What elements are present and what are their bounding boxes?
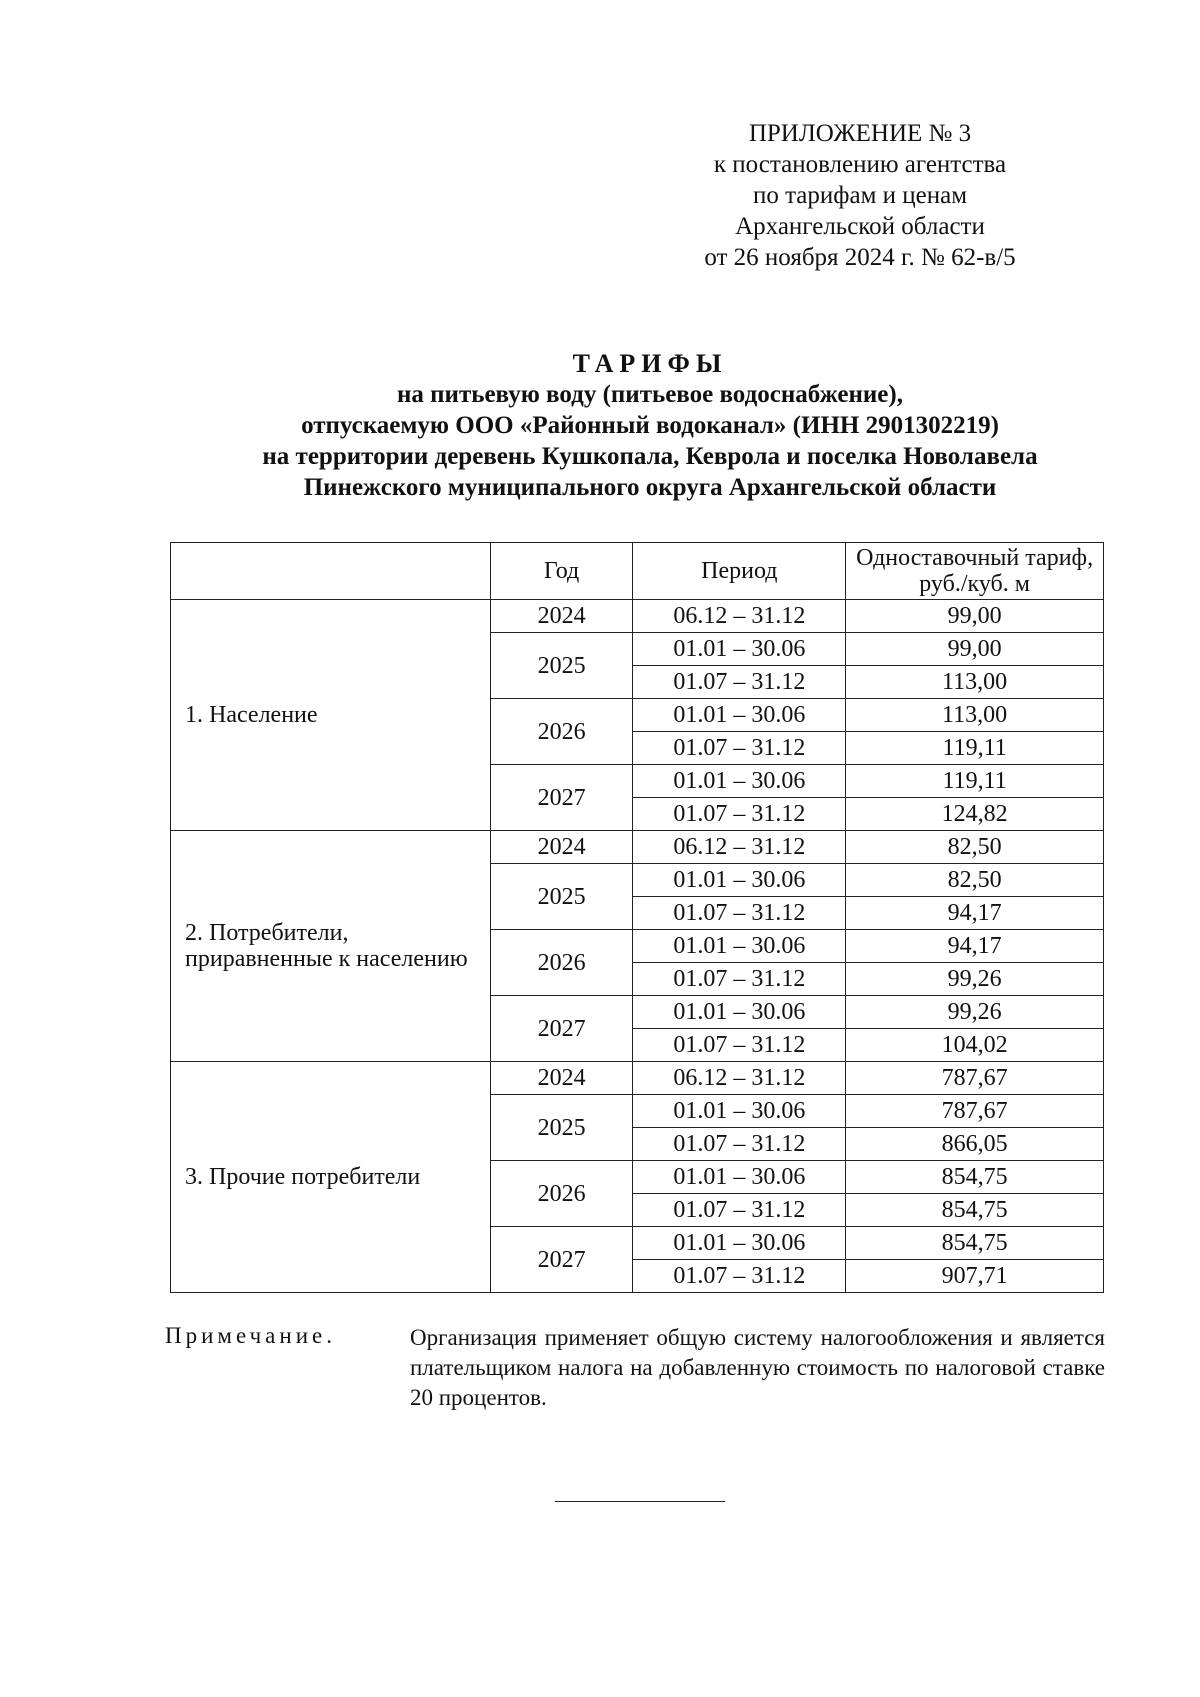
- table-row: [171, 1062, 1104, 1095]
- tariff-cell: 119,11: [846, 732, 1104, 765]
- group-label-line: 2. Потребители,: [185, 920, 349, 946]
- period-cell: 01.07 – 31.12: [633, 897, 846, 930]
- header-tariff-unit: руб./куб. м: [919, 571, 1030, 597]
- title-line: на питьевую воду (питьевое водоснабжение),: [397, 381, 903, 408]
- appendix-number: ПРИЛОЖЕНИЕ № 3: [748, 120, 972, 147]
- title-line: Пинежского муниципального округа Архангельской области: [303, 474, 997, 501]
- period-cell: 06.12 – 31.12: [633, 600, 846, 633]
- tariff-cell: 787,67: [846, 1062, 1104, 1095]
- tariff-cell: 82,50: [846, 831, 1104, 864]
- period-cell: 01.07 – 31.12: [633, 1260, 846, 1293]
- tariff-cell: 866,05: [846, 1128, 1104, 1161]
- table-header-row: [171, 543, 1104, 600]
- period-cell: 01.01 – 30.06: [633, 765, 846, 798]
- tariff-cell: 94,17: [846, 930, 1104, 963]
- period-cell: 06.12 – 31.12: [633, 1062, 846, 1095]
- year-cell: 2026: [490, 1161, 633, 1227]
- tariff-cell: 854,75: [846, 1194, 1104, 1227]
- year-cell: 2026: [490, 699, 633, 765]
- year-cell: 2027: [490, 765, 633, 831]
- header-year: Год: [490, 543, 633, 600]
- group-label: [171, 600, 491, 831]
- table-row: [171, 831, 1104, 864]
- appendix-header: [640, 118, 1080, 273]
- period-cell: 01.01 – 30.06: [633, 633, 846, 666]
- period-cell: 01.07 – 31.12: [633, 798, 846, 831]
- year-cell: 2024: [490, 831, 633, 864]
- year-cell: 2024: [490, 1062, 633, 1095]
- year-cell: 2026: [490, 930, 633, 996]
- year-cell: 2025: [490, 1095, 633, 1161]
- year-cell: 2025: [490, 864, 633, 930]
- appendix-reference-line: Архангельской области: [735, 213, 985, 240]
- year-cell: 2024: [490, 600, 633, 633]
- period-cell: 01.07 – 31.12: [633, 1029, 846, 1062]
- tariff-cell: 119,11: [846, 765, 1104, 798]
- tariff-cell: 907,71: [846, 1260, 1104, 1293]
- period-cell: 01.07 – 31.12: [633, 1128, 846, 1161]
- period-cell: 01.01 – 30.06: [633, 864, 846, 897]
- tariff-cell: 854,75: [846, 1161, 1104, 1194]
- tariff-cell: 99,26: [846, 963, 1104, 996]
- header-tariff: [846, 543, 1104, 600]
- tariff-cell: 94,17: [846, 897, 1104, 930]
- note-label: Примечание.: [165, 1323, 336, 1348]
- year-cell: 2027: [490, 1227, 633, 1293]
- period-cell: 01.01 – 30.06: [633, 1095, 846, 1128]
- header-period: Период: [633, 543, 846, 600]
- tariff-cell: 787,67: [846, 1095, 1104, 1128]
- tariff-cell: 99,00: [846, 600, 1104, 633]
- period-cell: 01.07 – 31.12: [633, 732, 846, 765]
- tariff-cell: 104,02: [846, 1029, 1104, 1062]
- period-cell: 01.07 – 31.12: [633, 666, 846, 699]
- header-category: [171, 543, 491, 600]
- tariff-cell: 124,82: [846, 798, 1104, 831]
- period-cell: 01.01 – 30.06: [633, 930, 846, 963]
- group-label-line: 3. Прочие потребители: [185, 1164, 421, 1190]
- appendix-date-number: от 26 ноября 2024 г. № 62-в/5: [704, 244, 1016, 271]
- title-main: ТАРИФЫ: [572, 349, 728, 378]
- appendix-reference-line: к постановлению агентства: [713, 151, 1007, 178]
- tariff-table: [170, 542, 1104, 1293]
- group-label: [171, 1062, 491, 1293]
- group-label: [171, 831, 491, 1062]
- tariff-cell: 113,00: [846, 666, 1104, 699]
- note-text: Организация применяет общую систему налогообложения и является плательщиком налога на добавленную стоимость по налоговой ставке 20 процентов.: [410, 1325, 1105, 1410]
- appendix-reference-line: по тарифам и ценам: [752, 182, 968, 209]
- period-cell: 01.01 – 30.06: [633, 1227, 846, 1260]
- header-tariff-line: Одноставочный тариф,: [856, 545, 1094, 571]
- title-line: отпускаемую ООО «Районный водоканал» (ИНН 2901302219): [301, 412, 999, 439]
- period-cell: 06.12 – 31.12: [633, 831, 846, 864]
- document-title: [120, 348, 1180, 503]
- period-cell: 01.01 – 30.06: [633, 699, 846, 732]
- year-cell: 2027: [490, 996, 633, 1062]
- period-cell: 01.01 – 30.06: [633, 1161, 846, 1194]
- tariff-cell: 854,75: [846, 1227, 1104, 1260]
- group-label-line: приравненные к населению: [185, 946, 468, 972]
- table-body: [171, 600, 1104, 1293]
- period-cell: 01.07 – 31.12: [633, 963, 846, 996]
- tariff-cell: 82,50: [846, 864, 1104, 897]
- tariff-cell: 113,00: [846, 699, 1104, 732]
- year-cell: 2025: [490, 633, 633, 699]
- group-label-line: 1. Население: [185, 702, 318, 728]
- title-line: на территории деревень Кушкопала, Кеврола и поселка Новолавела: [262, 443, 1038, 470]
- period-cell: 01.01 – 30.06: [633, 996, 846, 1029]
- closing-rule: [555, 1501, 725, 1502]
- table-row: [171, 600, 1104, 633]
- period-cell: 01.07 – 31.12: [633, 1194, 846, 1227]
- tariff-cell: 99,00: [846, 633, 1104, 666]
- tariff-cell: 99,26: [846, 996, 1104, 1029]
